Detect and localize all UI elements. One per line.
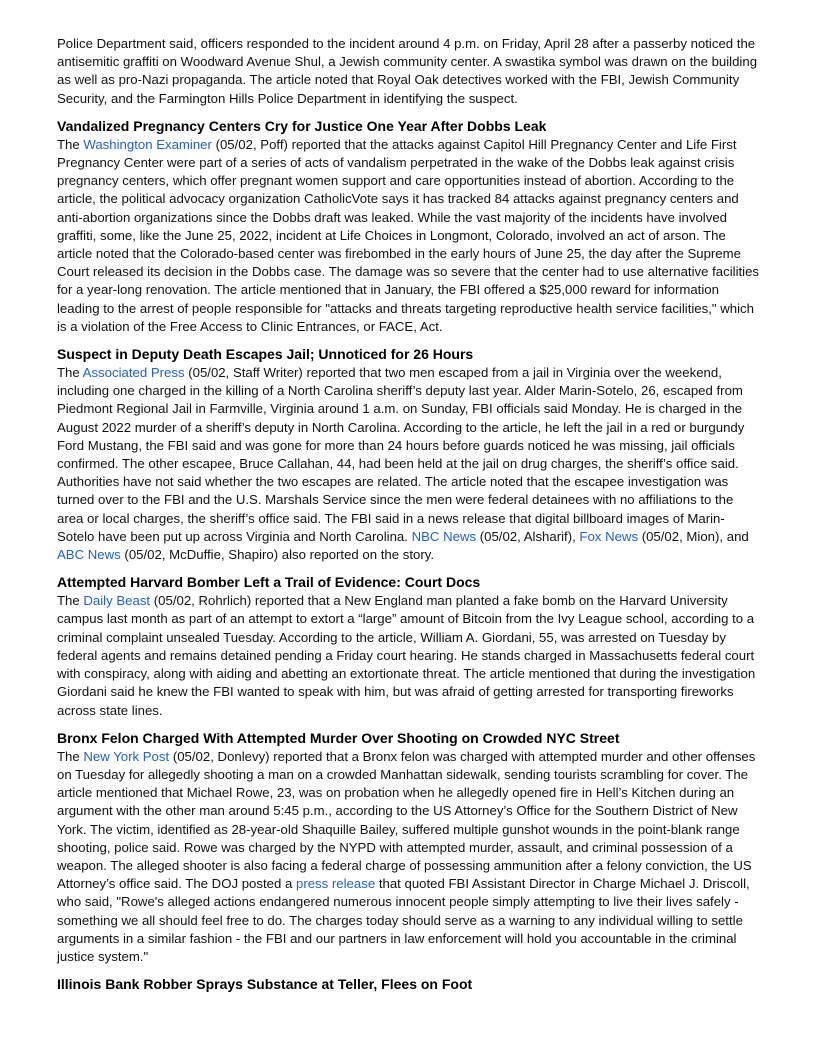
- article-deputy-escape: [57, 345, 762, 564]
- article-text: that quoted FBI Assistant Director in Charge Michael J. Driscoll, who said, "Rowe's alleged actions endangered numerous innocent people simply attempting to live their lives safely - something we all should feel free to do. The charges today should serve as a warning to any individual willing to settle arguments in a similar fashion - the FBI and our partners in law enforcement will hold you accountable in the criminal justice system.": [57, 876, 750, 964]
- article-body: [57, 748, 762, 966]
- article-body: [57, 136, 762, 336]
- intro-paragraph: Police Department said, officers responded to the incident around 4 p.m. on Friday, April 28 after a passerby noticed the antisemitic graffiti on Woodward Avenue Shul, a Jewish community center. A swastika symbol was drawn on the building as well as pro-Nazi propaganda. The article noted that Royal Oak detectives worked with the FBI, Jewish Community Security, and the Farmington Hills Police Department in identifying the suspect.: [57, 36, 758, 106]
- article-pregnancy-centers: [57, 117, 762, 336]
- source-link-new-york-post[interactable]: New York Post: [83, 748, 170, 764]
- article-lead: The: [57, 748, 84, 764]
- article-lead: The: [57, 136, 84, 152]
- article-text: (05/02, McDuffie, Shapiro) also reported on the story.: [120, 547, 435, 563]
- source-link-washington-examiner[interactable]: Washington Examiner: [83, 136, 212, 152]
- article-text: (05/02, Alsharif),: [476, 528, 580, 544]
- article-title: Illinois Bank Robber Sprays Substance at Teller, Flees on Foot: [57, 976, 473, 993]
- article-illinois-bank-robber: [57, 975, 762, 994]
- article-title: Attempted Harvard Bomber Left a Trail of Evidence: Court Docs: [57, 574, 481, 591]
- source-link-associated-press[interactable]: Associated Press: [82, 365, 185, 381]
- article-body: [57, 592, 762, 719]
- article-harvard-bomber: [57, 573, 762, 719]
- article-text: (05/02, Rohrlich) reported that a New England man planted a fake bomb on the Harvard University campus last month as part of an attempt to extort a “large” amount of Bitcoin from the Ivy League school, according to a criminal complaint unsealed Tuesday. According to the article, William A. Giordani, 55, was arrested on Tuesday by federal agents and remains detained pending a Friday court hearing. He stands charged in Massachusetts federal court with conspiracy, along with aiding and abetting an extortionate threat. The article mentioned that during the investigation Giordani said he knew the FBI wanted to speak with him, but was afraid of getting arrested for transporting fireworks across state lines.: [57, 593, 756, 718]
- article-title: Vandalized Pregnancy Centers Cry for Justice One Year After Dobbs Leak: [57, 117, 547, 134]
- article-lead: The: [57, 593, 84, 609]
- article-text: (05/02, Poff) reported that the attacks against Capitol Hill Pregnancy Center and Life First Pregnancy Center were part of a series of acts of vandalism perpetrated in the wake of the Dobbs leak against crisis pregnancy centers, which offer pregnant women support and care opportunities instead of abortion. According to the article, the political advocacy organization CatholicVote says it has tracked 84 attacks against pregnancy centers and anti-abortion organizations since the Dobbs draft was leaked. While the vast majority of the incidents have involved graffiti, some, like the June 25, 2022, incident at Life Choices in Longmont, Colorado, involved an act of arson. The article noted that the Colorado-based center was firebombed in the early hours of June 25, the day after the Supreme Court released its decision in the Dobbs case. The damage was so severe that the center had to use alternative facilities for a year-long renovation. The article mentioned that in January, the FBI offered a $25,000 reward for information leading to the arrest of people responsible for "attacks and threats targeting reproductive health service facilities," which is a violation of the Free Access to Clinic Entrances, or FACE, Act.: [57, 136, 760, 334]
- article-lead: The: [57, 365, 83, 381]
- article-text: (05/02, Staff Writer) reported that two men escaped from a jail in Virginia over the weekend, including one charged in the killing of a North Carolina sheriff’s deputy last year. Alder Marin-Sotelo, 26, escaped from Piedmont Regional Jail in Farmville, Virginia around 1 a.m. on Sunday, FBI officials said Monday. He is charged in the August 2022 murder of a sheriff’s deputy in North Carolina. According to the article, he left the jail in a red or burgundy Ford Mustang, the FBI said and was gone for more than 24 hours before guards noticed he was missing, jail officials confirmed. The other escapee, Bruce Callahan, 44, had been held at the jail on drug charges, the sheriff’s office said. Authorities have not said whether the two escapes are related. The article noted that the escapee investigation was turned over to the FBI and the U.S. Marshals Service since the men were federal detainees with no affiliations to the area or local charges, the sheriff’s office said. The FBI said in a news release that digital billboard images of Marin-Sotelo have been put up across Virginia and North Carolina.: [57, 365, 745, 544]
- article-bronx-felon: [57, 729, 762, 966]
- article-body: [57, 364, 762, 564]
- press-release-link[interactable]: press release: [295, 876, 376, 892]
- article-text: (05/02, Mion), and: [638, 528, 749, 544]
- source-link-abc-news[interactable]: ABC News: [57, 547, 121, 563]
- source-link-nbc-news[interactable]: NBC News: [411, 528, 477, 544]
- source-link-fox-news[interactable]: Fox News: [579, 528, 639, 544]
- source-link-daily-beast[interactable]: Daily Beast: [83, 593, 151, 609]
- article-title: Suspect in Deputy Death Escapes Jail; Unnoticed for 26 Hours: [57, 346, 474, 363]
- article-title: Bronx Felon Charged With Attempted Murder Over Shooting on Crowded NYC Street: [57, 729, 620, 746]
- article-text: (05/02, Donlevy) reported that a Bronx felon was charged with attempted murder and other offenses on Tuesday for allegedly shooting a man on a crowded Manhattan sidewalk, sending tourists scrambling for cover. The article mentioned that Michael Rowe, 23, was on probation when he allegedly opened fire in Hell’s Kitchen during an argument with the other man around 5:45 p.m., according to the US Attorney’s Office for the Southern District of New York. The victim, identified as 28-year-old Shaquille Bailey, suffered multiple gunshot wounds in the point-blank range shooting, police said. Rowe was charged by the NYPD with attempted murder, assault, and criminal possession of a weapon. The alleged shooter is also facing a federal charge of possessing ammunition after a felony conviction, the US Attorney’s office said. The DOJ posted a: [57, 748, 756, 892]
